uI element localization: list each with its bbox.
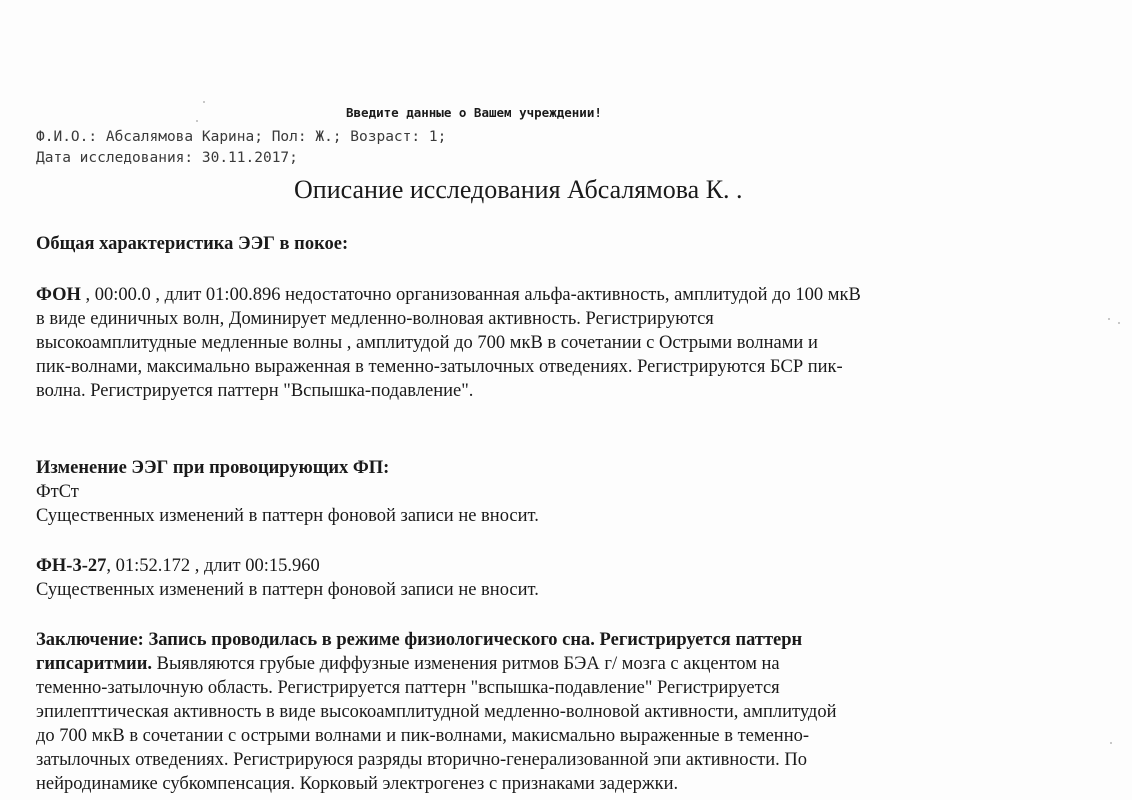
institution-prompt: Введите данные о Вашем учреждении! bbox=[346, 105, 602, 120]
fon-line-text: , 00:00.0 , длит 01:00.896 недостаточно организованная альфа-активность, амплитудой до 100 мкВ bbox=[80, 285, 861, 305]
paragraph-line: затылочных отведениях. Регистрируюся разряды вторично-генерализованной эпи активности. По bbox=[36, 750, 808, 770]
paragraph-line bbox=[36, 283, 861, 307]
fn-line bbox=[36, 554, 320, 578]
conclusion-heading-line: Заключение: Запись проводилась в режиме физиологического сна. Регистрируется паттерн bbox=[36, 630, 803, 650]
conclusion-line-text: Выявляются грубые диффузные изменения ритмов БЭА г/ мозга с акцентом на bbox=[152, 654, 780, 674]
document-title: Описание исследования Абсалямова К. . bbox=[294, 175, 743, 204]
conclusion-bold-term: гипсаритмии. bbox=[36, 654, 152, 674]
ftst-result-text: Существенных изменений в паттерн фоновой записи не вносит. bbox=[36, 506, 539, 526]
fn-label: ФН-3-27 bbox=[36, 556, 107, 576]
paragraph-line: теменно-затылочную область. Регистрируется паттерн "вспышка-подавление" Регистрируется bbox=[36, 678, 780, 698]
fon-label: ФОН bbox=[36, 285, 81, 305]
section-rest-body bbox=[36, 283, 861, 403]
paragraph-line: волна. Регистрируется паттерн "Вспышка-подавление". bbox=[36, 381, 474, 401]
conclusion-block bbox=[36, 628, 836, 796]
paragraph-line bbox=[36, 652, 836, 676]
paragraph-line: пик-волнами, максимально выраженная в теменно-затылочных отведениях. Регистрируются БСР пик- bbox=[36, 357, 843, 377]
section-heading-rest: Общая характеристика ЭЭГ в покое: bbox=[36, 234, 349, 254]
paragraph-line: в виде единичных волн, Доминирует медленно-волновая активность. Регистрируются bbox=[36, 309, 714, 329]
patient-info-line: Ф.И.О.: Абсалямова Карина; Пол: Ж.; Возраст: 1; bbox=[36, 129, 447, 145]
scan-speck bbox=[1108, 318, 1110, 320]
scan-speck bbox=[196, 120, 198, 122]
ftst-label: ФтСт bbox=[36, 482, 79, 502]
scan-speck bbox=[1110, 742, 1112, 744]
fn-timing-text: , 01:52.172 , длит 00:15.960 bbox=[106, 556, 320, 576]
study-date-line: Дата исследования: 30.11.2017; bbox=[36, 150, 298, 166]
fn-result-text: Существенных изменений в паттерн фоновой записи не вносит. bbox=[36, 580, 539, 600]
paragraph-line: нейродинамике субкомпенсация. Корковый электрогенез с признаками задержки. bbox=[36, 774, 679, 794]
scan-speck bbox=[203, 101, 205, 103]
paragraph-line: эпилепттическая активность в виде высокоамплитудной медленно-волновой активности, амплитудой bbox=[36, 702, 837, 722]
scan-speck bbox=[1118, 322, 1120, 324]
section-heading-provocation: Изменение ЭЭГ при провоцирующих ФП: bbox=[36, 458, 390, 478]
paragraph-line: высокоамплитудные медленные волны , амплитудой до 700 мкВ в сочетании с Острыми волнами и bbox=[36, 333, 818, 353]
paragraph-line: до 700 мкВ в сочетании с острыми волнами и пик-волнами, макисмально выраженные в теменно- bbox=[36, 726, 810, 746]
